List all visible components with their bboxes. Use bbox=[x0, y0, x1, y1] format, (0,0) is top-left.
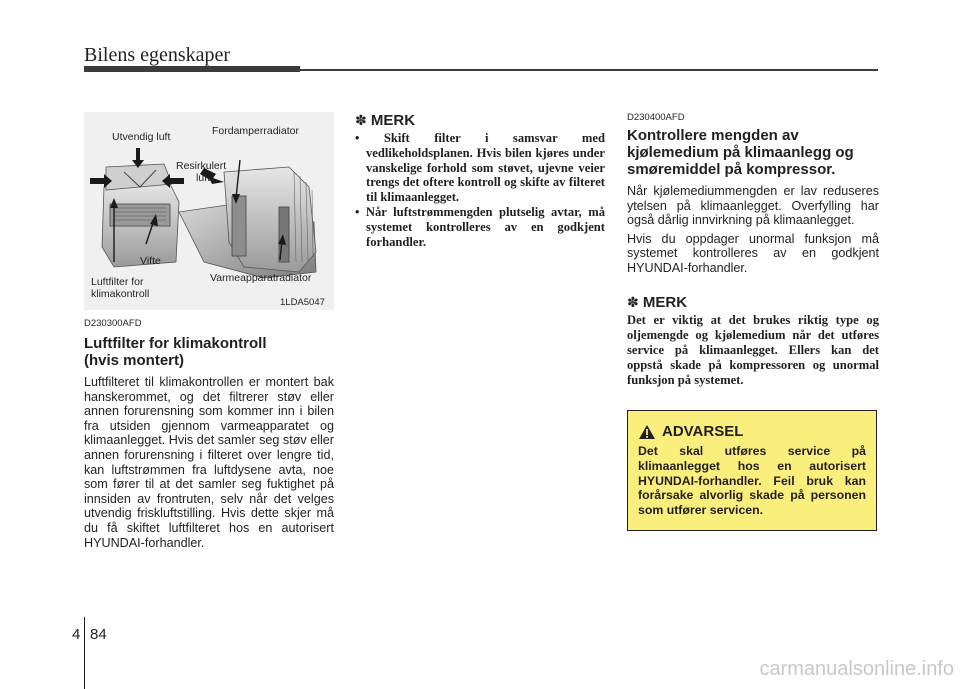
note-title-text: MERK bbox=[642, 293, 688, 311]
list-item: • Skift filter i samsvar med vedlikeholdsplanen. Hvis bilen kjøres under vanskelige forhold som støvet, ujevne veier trengs det oftere kontroll og skifte av filteret til klimaanlegget. bbox=[355, 131, 605, 205]
label-recirculated: Resirkulert bbox=[176, 160, 227, 172]
section-body: Luftfilteret til klimakontrollen er montert bak hanskerommet, og det filtrerer støv eller annen forurensning som kommer inn i bilen fra utsiden gjennom varmeapparatet og klimaanlegget. Hvis det samler seg støv eller annen forurensning i filteret over lengre tid, kan luftstrømmen fra luftdysene avta, noe som fører til at det samler seg fuktighet på innsiden av frontruten, selv når det velges utvendig friskluftstilling. Hvis dette skjer må du få skiftet luftfilteret hos en autorisert HYUNDAI-forhandler. bbox=[84, 375, 334, 550]
chapter-number: 4 bbox=[72, 626, 81, 643]
label-recirculated-2: luft bbox=[196, 172, 211, 184]
label-filter: Luftfilter for bbox=[91, 276, 144, 288]
warning-triangle-icon bbox=[638, 424, 656, 440]
footer-divider bbox=[84, 617, 85, 689]
warning-title-text: ADVARSEL bbox=[662, 423, 744, 440]
note-title bbox=[627, 294, 879, 311]
warning-title bbox=[638, 423, 866, 440]
header-bar bbox=[84, 66, 300, 72]
note-list bbox=[355, 131, 605, 249]
figure-code: 1LDA5047 bbox=[280, 297, 325, 308]
label-filter-2: klimakontroll bbox=[91, 288, 150, 300]
column-middle bbox=[355, 112, 605, 249]
section-body: Når kjølemediummengden er lav reduseres ytelsen på klimaanlegget. Overfylling har også dårlig innvirkning på klimaanlegget. bbox=[627, 184, 879, 228]
label-evaporator: Fordamperradiator bbox=[212, 125, 299, 137]
section-heading bbox=[627, 127, 879, 178]
note-star-icon: ✽ bbox=[627, 294, 639, 311]
section-code: D230300AFD bbox=[84, 318, 142, 329]
hvac-diagram bbox=[84, 112, 334, 310]
heading-line: Luftfilter for klimakontroll bbox=[84, 335, 267, 352]
note-star-icon: ✽ bbox=[355, 113, 367, 129]
warning-text: Det skal utføres service på klimaanlegget hos en autorisert HYUNDAI-forhandler. Feil bruk kan forårsake alvorlig skade på personen som utfører servicen. bbox=[638, 444, 866, 518]
page-header-title: Bilens egenskaper bbox=[84, 44, 231, 66]
label-outside-air: Utvendig luft bbox=[112, 131, 171, 143]
page-number: 84 bbox=[90, 626, 107, 643]
watermark: carmanualsonline.info bbox=[759, 658, 954, 680]
header-rule bbox=[300, 69, 878, 71]
heading-line: (hvis montert) bbox=[84, 352, 185, 369]
label-fan: Vifte bbox=[140, 255, 161, 267]
section-heading bbox=[84, 335, 334, 369]
section-code: D230400AFD bbox=[627, 112, 685, 123]
note-title-text: MERK bbox=[370, 112, 416, 129]
column-right bbox=[627, 112, 879, 388]
note-title bbox=[355, 112, 605, 129]
heading-line: Kontrollere mengden av bbox=[627, 127, 799, 144]
heading-line: kjølemedium på klimaanlegg og bbox=[627, 144, 854, 161]
note-text: Det er viktig at det brukes riktig type og oljemengde og kjølemedium når det utføres service på klimaanlegget. Ellers kan det oppstå skade på kompressoren og unormal funksjon på systemet. bbox=[627, 312, 879, 387]
warning-box bbox=[627, 410, 877, 531]
heading-line: smøremiddel på kompressor. bbox=[627, 161, 836, 178]
label-heater: Varmeapparatradiator bbox=[210, 272, 312, 284]
list-item: • Når luftstrømmengden plutselig avtar, må systemet kontrolleres av en godkjent forhandler. bbox=[355, 204, 605, 249]
section-body: Hvis du oppdager unormal funksjon må systemet kontrolleres av en godkjent HYUNDAI-forhandler. bbox=[627, 231, 879, 275]
column-left bbox=[84, 112, 334, 554]
